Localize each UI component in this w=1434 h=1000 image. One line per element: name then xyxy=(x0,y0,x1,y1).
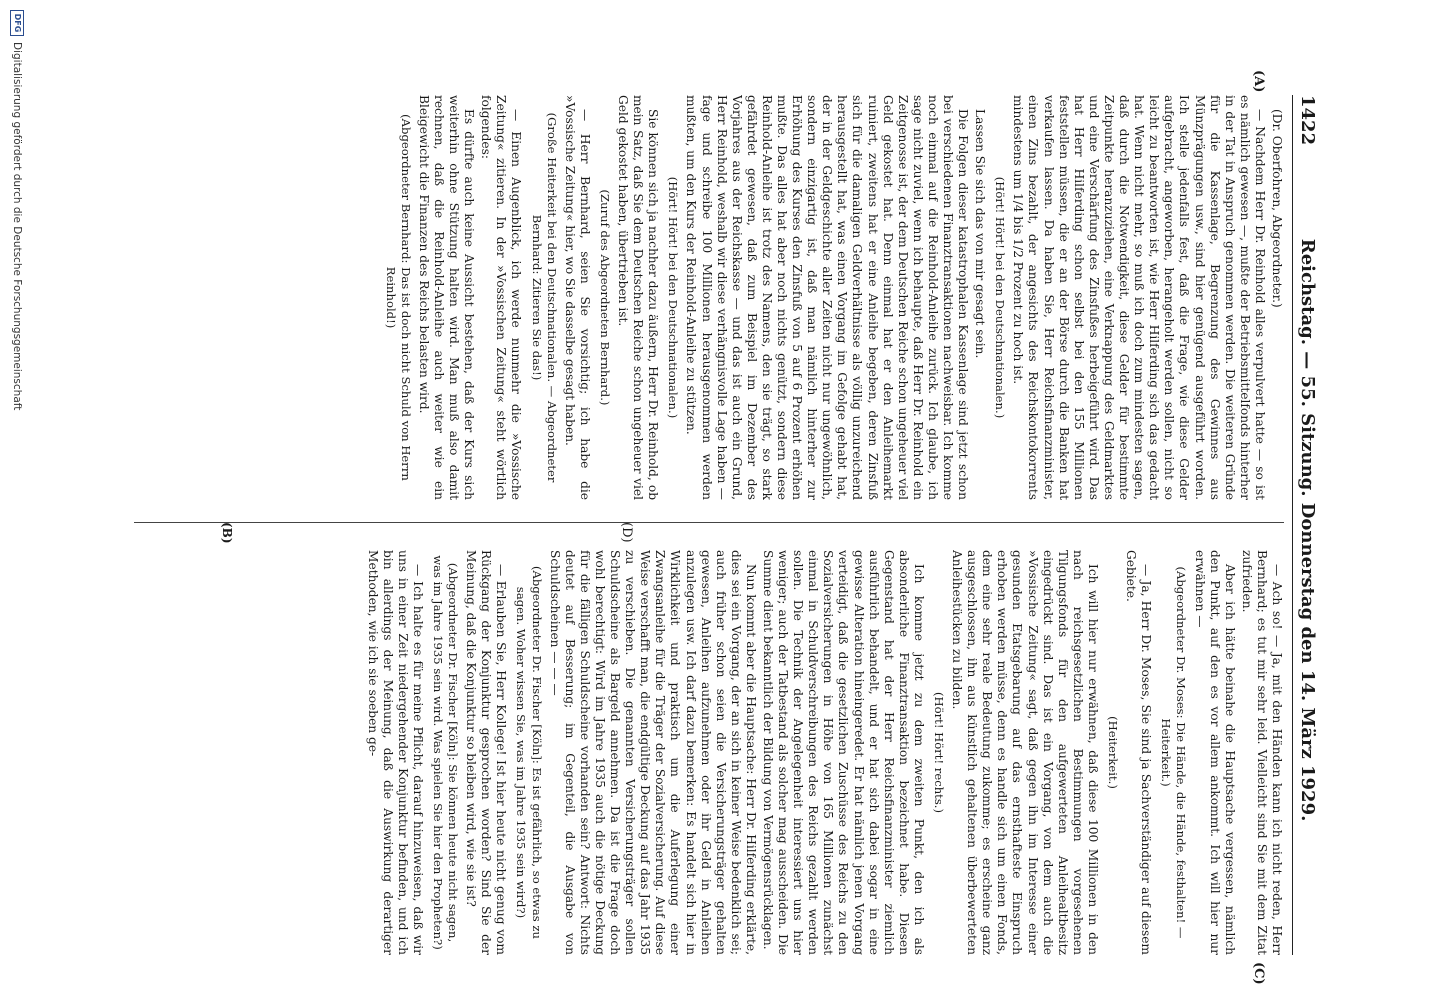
page-number: 1422 xyxy=(1297,95,1318,146)
text-column-right xyxy=(104,550,1284,955)
interjection: (Hört! Hört! bei den Deutschnationalen.) xyxy=(993,176,1008,419)
text-column-left xyxy=(104,95,1284,500)
interjection: (Zuruf des Abgeordneten Bernhard.) xyxy=(597,189,612,406)
interjection: (Abgeordneter Dr. Fischer [Köln]: Es ist gefährlich, so etwas zu sagen. Woher wissen Sie, was im Jahre 1935 sein wird?) xyxy=(514,566,544,939)
dfg-logo: DFG xyxy=(10,10,24,36)
paragraph: Ich komme jetzt zu dem zweiten Punkt, den ich als absonderliche Finanztransaktion bezeichnet habe. Diesen Gegenstand hat der Herr Reichsfinanzminister ziemlich ausführlich behandelt, und er hat sich dabei sogar in eine gewisse Alteration hineingeredet. Er hat nämlich jenen Vorgang verteidigt, daß die gesetzlichen Zuschüsse des Reichs zu den Sozialversicherungen in Höhe von 165 Millionen zunächst einmal in Schuldverschreibungen des Reichs gezahlt werden sollen. Die Technik der Angelegenheit interessiert uns hier weniger; auch der Tatbestand als solcher mag ausscheiden. Die Summe dient bekanntlich der Bildung von Vermögensrücklagen. xyxy=(761,550,926,955)
column-divider xyxy=(134,522,1284,523)
paragraph: — Nachdem Herr Dr. Reinhold alles verpulvert hatte — so ist es nämlich gewesen —, mußte der Betriebsmittelfonds hinterher in der Tat in Anspruch genommen werden. Die weiteren Gründe für die Kassenlage, Begrenzung des Gewinnes aus Münzprägungen usw., sind hier genügend ausgeführt worden. Ich stelle jedenfalls fest, daß die Frage, wie diese Gelder aufgebracht, angeworben, herangeholt werden sollen, nicht so leicht zu beantworten ist, wie Herr Hilferding sich das gedacht hat. Wenn nicht mehr, so muß ich doch zum mindesten sagen, daß durch die Notwendigkeit, diese Gelder für bestimmte Zeitpunkte heranzuziehen, eine Verknappung des Geldmarktes und eine Verschärfung des Zinsfußes herbeigeführt wird. Das hat Herr Hilferding schon selbst bei den 155 Millionen feststellen müssen, die er an der Börse durch die Banken hat verkaufen lassen. Da haben Sie, Herr Reichsfinanzminister, einen Zins bezahlt, der angesichts des Reichskontokorrents mindestens um 1/4 bis 1/2 Prozent zu hoch ist. xyxy=(1011,95,1267,500)
paragraph: — Herr Bernhard, seien Sie vorsichtig; ich habe die »Vossische Zeitung« hier, wo Sie dasselbe gesagt haben. xyxy=(562,95,592,500)
paragraph: Aber ich hätte beinahe die Hauptsache vergessen, nämlich den Punkt, auf den es vor allem ankommt. Ich will hier nur erwähnen — xyxy=(1192,550,1237,955)
margin-mark-d: (D) xyxy=(619,522,634,543)
paragraph: — Erlauben Sie, Herr Kollege! Ist hier heute nicht genug vom Rückgang der Konjunktur gesprochen worden? Sind Sie der Meinung, daß die Konjunktur so bleiben wird, wie sie ist? xyxy=(464,550,509,955)
paragraph: Lassen Sie sich das von mir gesagt sein. xyxy=(973,109,988,359)
credit-text: Digitalisierung gefördert durch die Deutsche Forschungsgemeinschaft xyxy=(11,42,23,411)
margin-mark-c: (C) xyxy=(1251,962,1266,985)
paragraph: — Einen Augenblick, ich werde nunmehr die »Vossische Zeitung« zitieren. In der »Vossischen Zeitung« steht wörtlich folgendes: xyxy=(479,95,524,500)
paragraph: Es dürfte auch keine Aussicht bestehen, daß der Kurs sich weiterhin ohne Stützung halten wird. Man muß also damit rechnen, daß die Reinhold-Anleihe auch weiter wie ein Bleigewicht die Finanzen des Reichs belasten wird. xyxy=(416,95,477,500)
running-title: Reichstag. — 55. Sitzung. Donnerstag den 14. März 1929. xyxy=(1297,238,1318,822)
paragraph: Nun kommt aber die Hauptsache: Herr Dr. Hilferding erklärte, dies sei ein Vorgang, der an sich in keiner Weise bedenklich sei; auch früher schon seien die Versicherungsträger gehalten gewesen, Anleihen aufzunehmen oder ihr Geld in Anleihen anzulegen usw. Ich darf dazu bemerken: Es handelt sich hier in Wirklichkeit und praktisch um die Auferlegung einer Zwangsanleihe für die Träger der Sozialversicherung. Auf diese Weise verschafft man, die endgültige Deckung auf das Jahr 1935 zu verschieben. Die genannten Versicherungsträger sollen Schuldscheine als Bargeld annehmen. Da ist die Frage doch wohl berechtigt: Wird im Jahre 1935 auch die nötige Deckung für die fälligen Schuldscheine vorhanden sein? Antwort: Nichts deutet auf Besserung; im Gegenteil, die Ausgabe von Schuldscheinen — — — xyxy=(547,550,758,955)
interjection: (Abgeordneter Dr. Moses: Die Hände, die Hände, festhalten! — Heiterkeit.) xyxy=(1159,566,1189,939)
margin-mark-a: (A) xyxy=(1251,70,1266,93)
interjection: (Heiterkeit.) xyxy=(1106,716,1121,789)
margin-mark-b: (B) xyxy=(220,522,234,544)
interjection: (Hört! Hört! bei den Deutschnationalen.) xyxy=(666,176,681,419)
interjection: (Große Heiterkeit bei den Deutschnationalen. — Abgeordneter Bernhard: Zitieren Sie das!) xyxy=(529,112,559,483)
paragraph: (Dr. Oberfohren, Abgeordneter.) xyxy=(1270,109,1284,308)
interjection: (Hört! Hört! rechts.) xyxy=(932,692,947,813)
interjection: (Abgeordneter Bernhard: Das ist doch nicht Schuld von Herrn Reinhold!) xyxy=(383,114,413,481)
paragraph: — Ja, Herr Dr. Moses, Sie sind ja Sachverständiger auf diesem Gebiete. xyxy=(1124,550,1154,955)
paragraph: Sie können sich ja nachher dazu äußern, Herr Dr. Reinhold, ob mein Satz, daß Sie dem Deutschen Reiche schon ungeheuer viel Geld gekostet haben, übertrieben ist. xyxy=(616,95,661,500)
paragraph: — Ich halte es für meine Pflicht, darauf hinzuweisen, daß wir uns in einer Zeit niedergehender Konjunktur befinden, und ich bin allerdings der Meinung, daß die Auswirkung derartiger Methoden, wie ich sie soeben ge- xyxy=(365,550,425,955)
paragraph: — Ach so! — Ja, mit den Händen kann ich nicht reden, Herr Bernhard; es tut mir sehr leid. Vielleicht sind Sie mit dem Zitat zufrieden. xyxy=(1239,550,1284,955)
paragraph: Ich will hier nur erwähnen, daß diese 100 Millionen in den nach reichsgesetzlichen Bestimmungen vorgesehenen Tilgungsfonds für den aufgewerteten Anleihealtbesitz eingedrückt sind. Das ist ein Vorgang, von dem auch die »Vossische Zeitung« sagt, daß gegen ihn im Interesse einer gesunden Etatsgebarung auf das ernsthafteste Einspruch erhoben werden müsse, denn es handle sich um einen Fonds, dem eine sehr reale Bedeutung zukomme; es erscheine ganz ausgeschlossen, ihn aus künstlich gehaltenen überbewerteten Anleihestücken zu bilden. xyxy=(950,550,1100,955)
paragraph: Die Folgen dieser katastrophalen Kassenlage sind jetzt schon bei verschiedenen Finanztransaktionen nachweisbar. Ich komme noch einmal auf die Reinhold-Anleihe zurück. Ich glaube, ich sage nicht zuviel, wenn ich behaupte, daß Herr Dr. Reinhold ein Zeitgenosse ist, der dem Deutschen Reiche schon ungeheuer viel Geld gekostet hat. Denn einmal hat er den Anleihemarkt ruiniert, zweitens hat er eine Anleihe begeben, deren Zinsfuß sich für die damaligen Geldverhältnisse als völlig unzureichend herausgestellt hat, was einen Vorgang im Gefolge gehabt hat, der in der Geldgeschichte aller Zeiten nicht nur ungewöhnlich, sondern einzigartig ist, daß man nämlich hinterher zur Erhöhung des Kurses den Zinsfuß von 5 auf 6 Prozent erhöhen mußte. Das alles hat aber noch nichts genützt, sondern diese Reinhold-Anleihe ist trotz des Namens, den sie trägt, so stark gefährdet gewesen, daß zum Beispiel im Dezember des Vorjahres aus der Reichskasse — und das ist auch ein Grund, Herr Reinhold, weshalb wir diese verhängnisvolle Lage haben — fage und schreibe 100 Millionen herausgenommen werden mußten, um den Kurs der Reinhold-Anleihe zu stützen. xyxy=(684,95,971,500)
digitization-credit xyxy=(10,10,24,990)
page-header xyxy=(1292,95,1334,955)
interjection: (Abgeordneter Dr. Fischer [Köln]: Sie können heute nicht sagen, was im Jahre 1935 sein wird. Was spielen Sie hier den Propheten?) xyxy=(431,555,461,950)
